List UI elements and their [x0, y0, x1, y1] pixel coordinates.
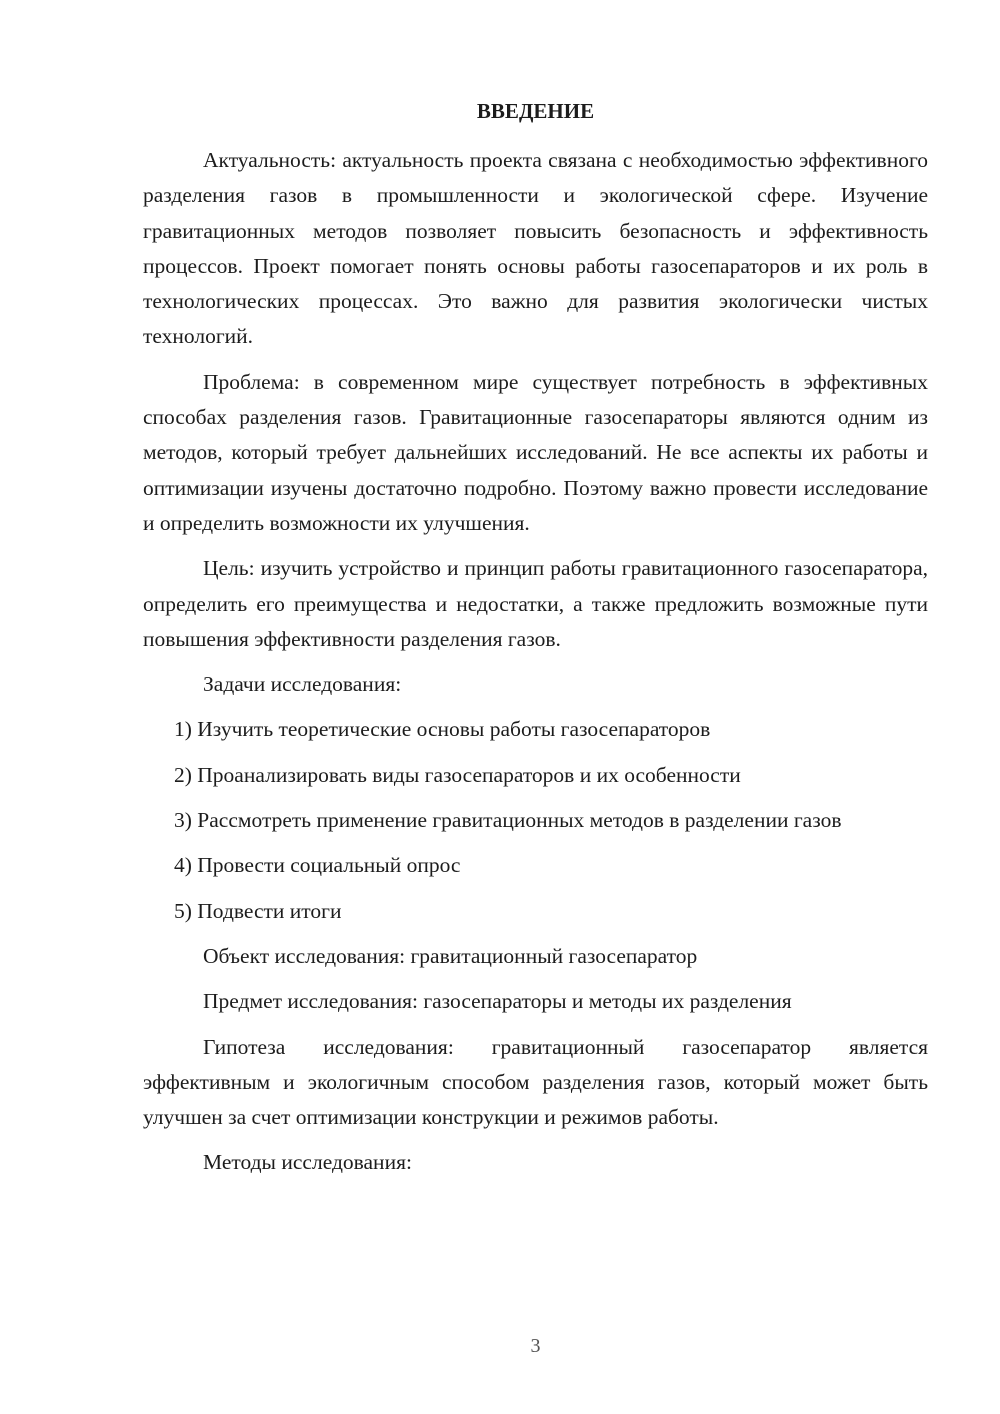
object-paragraph: Объект исследования: гравитационный газосепаратор: [203, 943, 698, 968]
hypothesis-paragraph: Гипотеза исследования: гравитационный газосепаратор является эффективным и экологичным способом разделения газов, который может быть улучшен за счет оптимизации конструкции и режимов работы.: [143, 1034, 928, 1130]
page-number: 3: [530, 1335, 541, 1357]
goal-paragraph: Цель: изучить устройство и принцип работы гравитационного газосепаратора, определить его преимущества и недостатки, а также предложить возможные пути повышения эффективности разделения газов.: [143, 556, 928, 651]
task-item: 4) Провести социальный опрос: [174, 853, 461, 878]
methods-heading: Методы исследования:: [203, 1150, 412, 1175]
section-heading: ВВЕДЕНИЕ: [476, 99, 595, 123]
document-page: [143, 0, 928, 1414]
relevance-paragraph: Актуальность: актуальность проекта связана с необходимостью эффективного разделения газов в промышленности и экологической сфере. Изучение гравитационных методов позволяет повысить безопасность и эффективность процессов. Проект помогает понять основы работы газосепараторов и их роль в технологических процессах. Это важно для развития экологически чистых технологий.: [143, 148, 928, 349]
problem-paragraph: Проблема: в современном мире существует потребность в эффективных способах разделения газов. Гравитационные газосепараторы являются одним из методов, который требует дальнейших исследований. Не все аспекты их работы и оптимизации изучены достаточно подробно. Поэтому важно провести исследование и определить возможности их улучшения.: [143, 369, 928, 535]
task-item: 1) Изучить теоретические основы работы газосепараторов: [174, 717, 711, 742]
task-item: 5) Подвести итоги: [174, 898, 342, 923]
body-text: [143, 143, 928, 1191]
tasks-heading: Задачи исследования:: [203, 672, 402, 697]
task-item: 3) Рассмотреть применение гравитационных методов в разделении газов: [174, 808, 842, 833]
task-item: 2) Проанализировать виды газосепараторов и их особенности: [174, 762, 741, 787]
subject-paragraph: Предмет исследования: газосепараторы и методы их разделения: [203, 989, 792, 1014]
